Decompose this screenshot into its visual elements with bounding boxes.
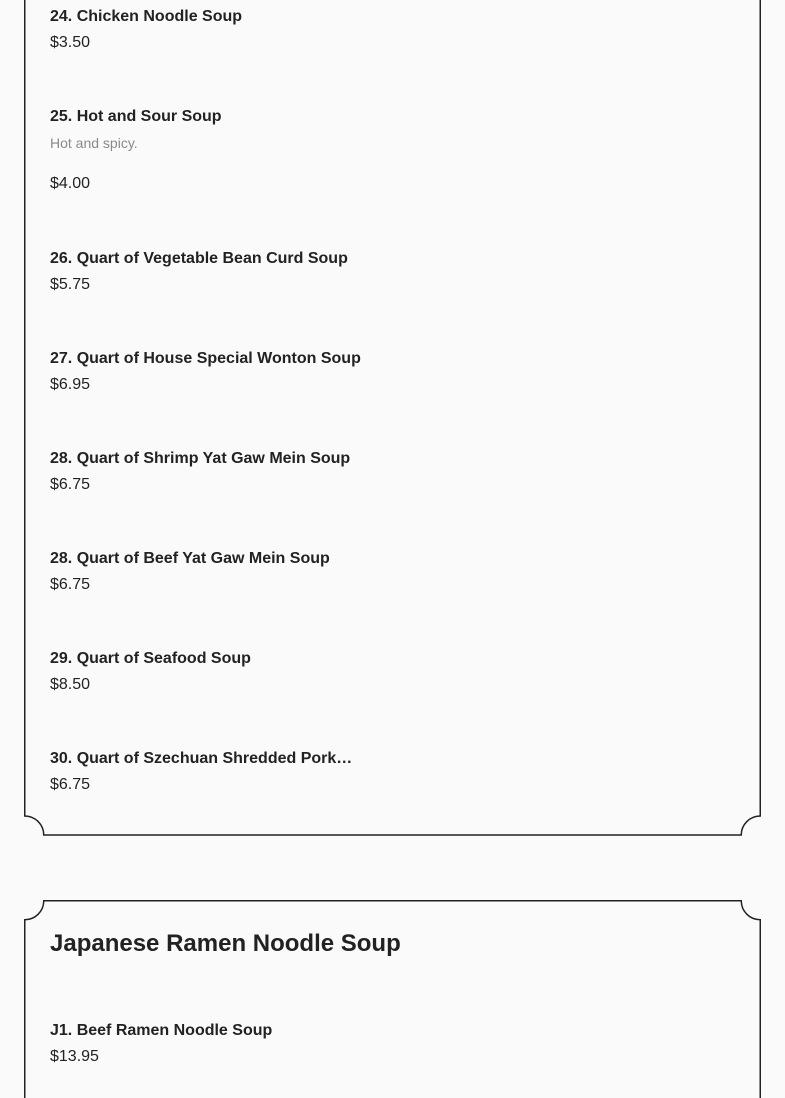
menu-item-price: $6.75	[50, 776, 91, 793]
menu-item-name: 29. Quart of Seafood Soup	[50, 650, 251, 667]
menu-item-price: $6.75	[50, 476, 91, 493]
menu-item-price: $6.95	[50, 376, 91, 393]
menu-item-description: Hot and spicy.	[50, 135, 138, 151]
menu-item[interactable]	[50, 1022, 272, 1066]
menu-item[interactable]	[50, 8, 242, 52]
menu-item-name: 28. Quart of Beef Yat Gaw Mein Soup	[50, 550, 330, 567]
menu-item[interactable]	[50, 750, 352, 794]
menu-item[interactable]	[50, 650, 251, 694]
menu-item-price: $3.50	[50, 34, 91, 51]
menu-item-price: $6.75	[50, 576, 91, 593]
section-title: Japanese Ramen Noodle Soup	[50, 930, 401, 957]
menu-item-name: 28. Quart of Shrimp Yat Gaw Mein Soup	[50, 450, 351, 467]
menu-item-price: $8.50	[50, 676, 91, 693]
menu-item[interactable]	[50, 450, 350, 494]
menu-item-name: 30. Quart of Szechuan Shredded Pork…	[50, 750, 353, 767]
menu-item-price: $13.95	[50, 1048, 99, 1065]
menu-item-name: 25. Hot and Sour Soup	[50, 108, 222, 125]
menu-item[interactable]	[50, 550, 330, 594]
menu-item[interactable]	[50, 350, 361, 394]
menu-item-price: $4.00	[50, 175, 91, 192]
menu-item[interactable]	[50, 108, 222, 193]
menu-item-name: 24. Chicken Noodle Soup	[50, 8, 243, 25]
menu-item-name: 27. Quart of House Special Wonton Soup	[50, 350, 361, 367]
soup-menu-card	[24, 0, 761, 836]
ramen-menu-card	[24, 900, 761, 1098]
menu-item-price: $5.75	[50, 276, 91, 293]
menu-item-name: J1. Beef Ramen Noodle Soup	[50, 1022, 273, 1039]
menu-item-name: 26. Quart of Vegetable Bean Curd Soup	[50, 250, 348, 267]
menu-item[interactable]	[50, 250, 348, 294]
